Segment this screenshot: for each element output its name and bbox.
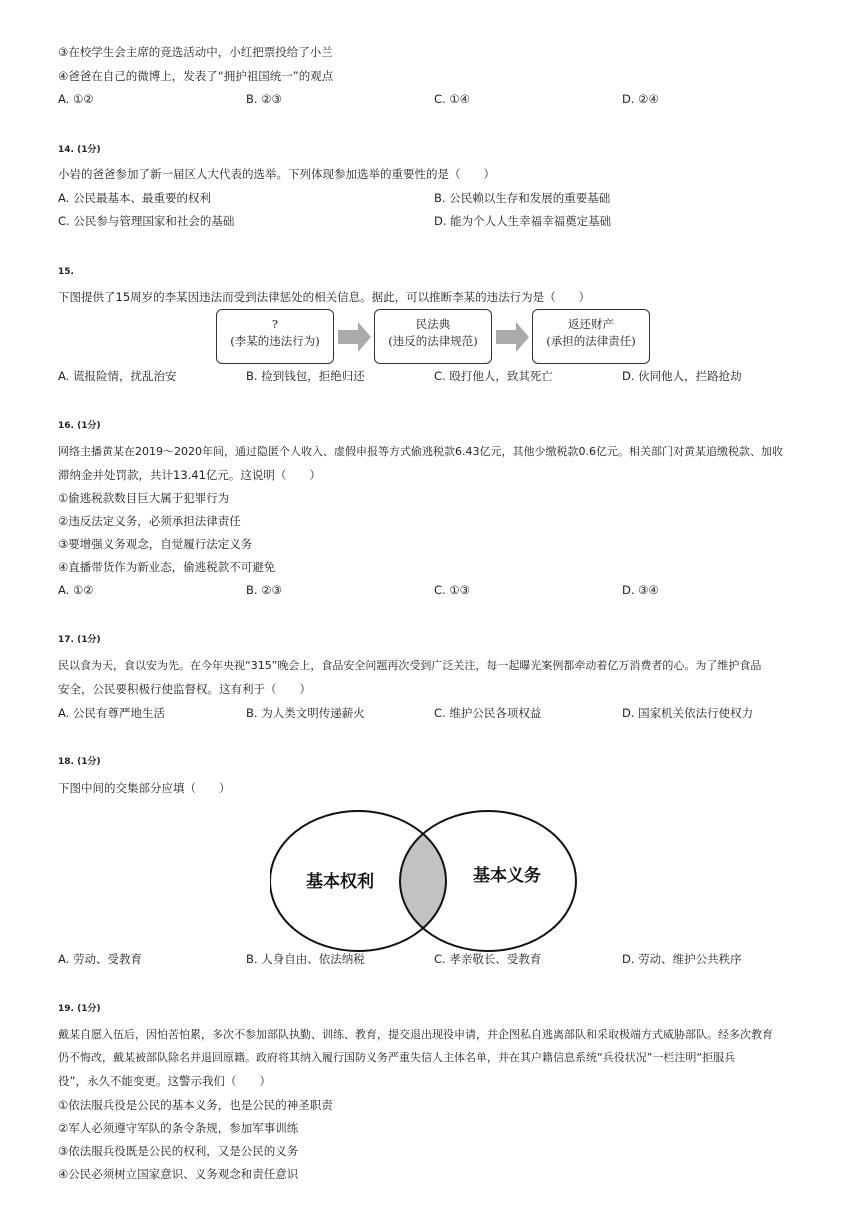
q19-statement-3: ③依法服兵役既是公民的权利，又是公民的义务 [58,1144,299,1158]
venn-right-label: 基本义务 [473,866,541,886]
flow-box-violation-title: ? [271,317,279,331]
q17-option-b[interactable]: B. 为人类文明传递薪火 [246,706,365,720]
q19-stem-line-3: 役”，永久不能变更。这警示我们（ ） [58,1074,271,1088]
q16-statement-4: ④直播带货作为新业态，偷逃税款不可避免 [58,560,276,574]
q13-option-d[interactable]: D. ②④ [622,92,659,106]
q19-statement-4: ④公民必须树立国家意识、义务观念和责任意识 [58,1167,299,1181]
q17-stem-line-2: 安全，公民要积极行使监督权。这有利于（ ） [58,682,311,696]
flow-box-law-caption: (违反的法律规范) [388,334,478,348]
q16-stem-line-2: 滞纳金并处罚款，共计13.41亿元。这说明（ ） [58,468,321,482]
q13-statement-4: ④爸爸在自己的微博上，发表了“拥护祖国统一”的观点 [58,69,334,83]
flow-arrow-icon [496,322,530,352]
flow-arrow-icon [338,322,372,352]
q13-option-b[interactable]: B. ②③ [246,92,282,106]
q14-number: 14. (1分) [58,145,101,155]
q16-stem-line-1: 网络主播黄某在2019～2020年间，通过隐匿个人收入、虚假申报等方式偷逃税款6.43亿元，其他少缴税款0.6亿元。相关部门对黄某追缴税款、加收 [58,445,783,458]
q14-option-d[interactable]: D. 能为个人人生幸福幸福奠定基础 [434,214,612,228]
venn-diagram [270,805,590,955]
q14-option-a[interactable]: A. 公民最基本、最重要的权利 [58,191,211,205]
q13-option-c[interactable]: C. ①④ [434,92,470,106]
q14-option-b[interactable]: B. 公民赖以生存和发展的重要基础 [434,191,611,205]
q16-option-c[interactable]: C. ①③ [434,583,470,597]
q19-number: 19. (1分) [58,1004,101,1014]
q16-option-d[interactable]: D. ③④ [622,583,659,597]
flow-box-violation [216,309,334,364]
q18-stem: 下图中间的交集部分应填（ ） [58,781,231,795]
q13-option-a[interactable]: A. ①② [58,92,94,106]
flow-box-law-title: 民法典 [415,317,451,331]
q16-number: 16. (1分) [58,421,101,431]
q15-option-d[interactable]: D. 伙同他人，拦路抢劫 [622,369,742,383]
q16-option-b[interactable]: B. ②③ [246,583,282,597]
q17-stem-line-1: 民以食为天，食以安为先。在今年央视“315”晚会上，食品安全问题再次受到广泛关注，每一起曝光案例都牵动着亿万消费者的心。为了维护食品 [58,659,762,672]
flow-box-liability-caption: (承担的法律责任) [546,334,636,348]
q13-statement-3: ③在校学生会主席的竞选活动中，小红把票投给了小兰 [58,45,333,59]
q18-option-b[interactable]: B. 人身自由、依法纳税 [246,952,365,966]
q14-option-c[interactable]: C. 公民参与管理国家和社会的基础 [58,214,235,228]
q17-number: 17. (1分) [58,635,101,645]
q16-option-a[interactable]: A. ①② [58,583,94,597]
q15-option-c[interactable]: C. 殴打他人，致其死亡 [434,369,553,383]
q18-number: 18. (1分) [58,757,101,767]
q15-option-b[interactable]: B. 捡到钱包，拒绝归还 [246,369,365,383]
q18-option-c[interactable]: C. 孝亲敬长、受教育 [434,952,542,966]
q17-option-c[interactable]: C. 维护公民各项权益 [434,706,542,720]
q18-option-a[interactable]: A. 劳动、受教育 [58,952,142,966]
flow-box-liability [532,309,650,364]
q16-statement-3: ③要增强义务观念，自觉履行法定义务 [58,537,253,551]
venn-left-label: 基本权利 [306,872,374,892]
q15-option-a[interactable]: A. 谎报险情，扰乱治安 [58,369,177,383]
q18-option-d[interactable]: D. 劳动、维护公共秩序 [622,952,742,966]
q17-option-a[interactable]: A. 公民有尊严地生活 [58,706,165,720]
q15-stem: 下图提供了15周岁的李某因违法而受到法律惩处的相关信息。据此，可以推断李某的违法行为是（ ） [58,290,591,304]
q16-statement-2: ②违反法定义务，必须承担法律责任 [58,514,241,528]
q16-statement-1: ①偷逃税款数目巨大属于犯罪行为 [58,491,230,505]
q19-statement-1: ①依法服兵役是公民的基本义务，也是公民的神圣职责 [58,1098,333,1112]
flow-box-violation-caption: (李某的违法行为) [230,334,320,348]
q14-stem: 小岩的爸爸参加了新一届区人大代表的选举。下列体现参加选举的重要性的是（ ） [58,167,495,181]
flow-box-law [374,309,492,364]
q17-option-d[interactable]: D. 国家机关依法行使权力 [622,706,754,720]
q15-number: 15. [58,267,74,277]
q19-statement-2: ②军人必须遵守军队的条令条规，参加军事训练 [58,1121,299,1135]
q19-stem-line-1: 戴某自愿入伍后，因怕苦怕累，多次不参加部队执勤、训练、教育，提交退出现役申请，并企图私自逃离部队和采取极端方式威胁部队。经多次教育 [58,1028,773,1041]
flow-box-liability-title: 返还财产 [568,317,614,331]
q19-stem-line-2: 仍不悔改，戴某被部队除名并退回原籍。政府将其纳入履行国防义务严重失信人主体名单，并在其户籍信息系统“兵役状况”一栏注明“拒服兵 [58,1051,736,1064]
